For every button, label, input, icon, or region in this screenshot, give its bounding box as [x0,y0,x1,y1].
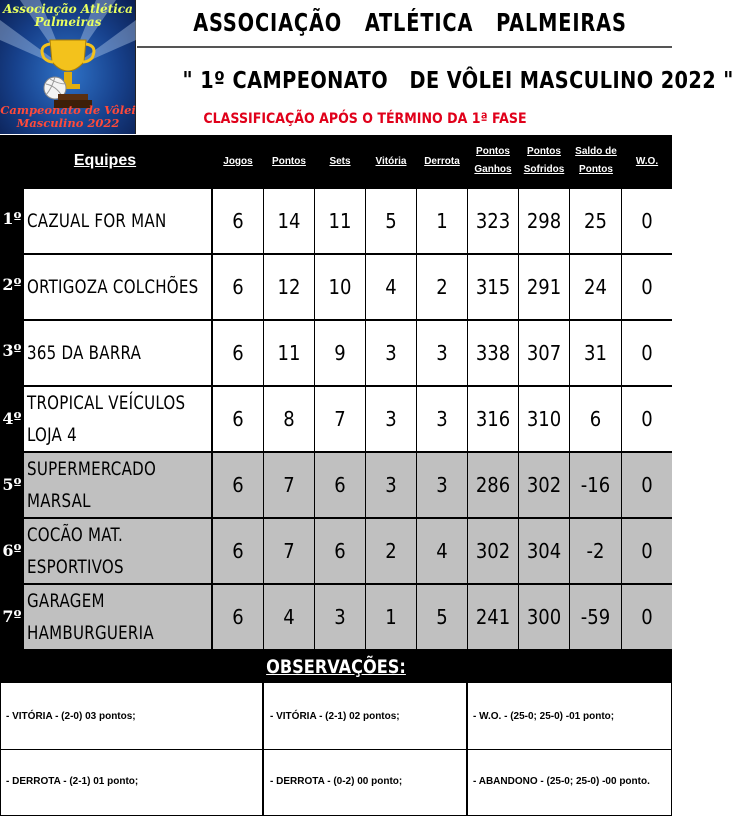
column-header-points-conceded-line2: Sofridos [523,164,565,175]
stat-balance: -2 [570,519,621,583]
classification-caption: CLASSIFICAÇÃO APÓS O TÉRMINO DA 1ª FASE [203,111,527,127]
stat-conceded: 300 [519,585,569,649]
team-name [24,453,211,517]
stat-conceded: 298 [519,189,569,253]
note-loss-2-1: - DERROTA - (2-1) 01 ponto; [6,776,139,787]
table-row [0,453,672,517]
team-name-line: ESPORTIVOS [27,556,124,578]
column-header-wins: Vitória [375,156,407,167]
column-header-points-won-line2: Ganhos [474,164,512,175]
stat-won: 323 [468,189,518,253]
logo-top-line-1: Associação Atlética [3,2,133,16]
stat-points: 7 [264,453,314,517]
stat-wo: 0 [622,189,672,253]
note-win-2-0: - VITÓRIA - (2-0) 03 pontos; [6,711,136,722]
column-header-wo: W.O. [635,156,659,167]
stat-sets: 6 [315,453,365,517]
team-name [24,387,211,451]
team-name-line: ORTIGOZA COLCHÕES [27,276,199,298]
rank-position: 3º [2,341,22,360]
grid-divider [0,749,672,750]
stat-losses: 5 [417,585,467,649]
rank-position: 1º [2,209,22,228]
team-name [24,585,211,649]
stat-sets: 3 [315,585,365,649]
stat-losses: 2 [417,255,467,319]
column-header-sets: Sets [329,156,351,167]
stat-balance: -59 [570,585,621,649]
stat-wins: 1 [366,585,416,649]
column-header-points-won-line1: Pontos [476,146,510,157]
stat-games: 6 [213,321,263,385]
logo-bottom-line-1: Campeonato de Vôlei [0,103,136,117]
note-abandon: - ABANDONO - (25-0; 25-0) -00 ponto. [473,776,650,787]
stat-wo: 0 [622,255,672,319]
table-row [0,585,672,649]
stat-points: 8 [264,387,314,451]
column-header-balance-line2: Pontos [579,164,613,175]
stat-wo: 0 [622,387,672,451]
stat-wins: 2 [366,519,416,583]
stat-won: 338 [468,321,518,385]
rank-position: 6º [2,541,22,560]
logo-top-line-2: Palmeiras [34,15,102,29]
stat-sets: 9 [315,321,365,385]
stat-sets: 7 [315,387,365,451]
column-header-balance-line1: Saldo de [575,146,617,157]
stat-balance: 31 [570,321,621,385]
stat-wo: 0 [622,453,672,517]
stat-balance: 24 [570,255,621,319]
team-name-line: GARAGEM [27,590,105,612]
stat-points: 14 [264,189,314,253]
stat-sets: 10 [315,255,365,319]
stat-points: 7 [264,519,314,583]
stat-wins: 3 [366,387,416,451]
table-row [0,387,672,451]
stat-losses: 4 [417,519,467,583]
stat-balance: 6 [570,387,621,451]
stat-games: 6 [213,519,263,583]
team-name-line: HAMBURGUERIA [27,622,154,644]
stat-points: 12 [264,255,314,319]
team-name-line: MARSAL [27,490,91,512]
table-row [0,321,672,385]
note-loss-0-2: - DERROTA - (0-2) 00 ponto; [270,776,403,787]
stat-games: 6 [213,585,263,649]
championship-subtitle: " 1º CAMPEONATO DE VÔLEI MASCULINO 2022 " [182,68,734,94]
team-name-line: TROPICAL VEÍCULOS [27,392,186,414]
note-win-2-1: - VITÓRIA - (2-1) 02 pontos; [270,711,400,722]
header-divider [137,46,672,48]
team-name-line: COCÃO MAT. [27,524,124,546]
stat-games: 6 [213,189,263,253]
stat-conceded: 291 [519,255,569,319]
page-title: ASSOCIAÇÃO ATLÉTICA PALMEIRAS [193,8,627,37]
table-row [0,255,672,319]
column-header-points-conceded-line1: Pontos [527,146,561,157]
stat-sets: 6 [315,519,365,583]
stat-losses: 3 [417,453,467,517]
stat-losses: 1 [417,189,467,253]
team-name [24,519,211,583]
table-row [0,519,672,583]
stat-wo: 0 [622,585,672,649]
stat-balance: 25 [570,189,621,253]
team-name-line: CAZUAL FOR MAN [27,210,167,232]
observations-title: OBSERVAÇÕES: [266,656,406,678]
stat-won: 315 [468,255,518,319]
column-header-team: Equipes [73,152,137,169]
stat-conceded: 302 [519,453,569,517]
stat-balance: -16 [570,453,621,517]
stat-wo: 0 [622,519,672,583]
stat-points: 11 [264,321,314,385]
team-name [24,189,211,253]
stat-losses: 3 [417,387,467,451]
stat-losses: 3 [417,321,467,385]
column-header-points: Pontos [272,156,306,167]
team-name [24,321,211,385]
stat-wins: 4 [366,255,416,319]
stat-wins: 3 [366,321,416,385]
team-name [24,255,211,319]
championship-logo [0,0,136,134]
stat-conceded: 304 [519,519,569,583]
rank-position: 2º [2,275,22,294]
team-name-line: LOJA 4 [27,424,77,446]
table-row [0,189,672,253]
team-name-line: 365 DA BARRA [27,342,142,364]
column-header-games: Jogos [223,156,253,167]
stat-wins: 5 [366,189,416,253]
stat-wins: 3 [366,453,416,517]
stat-games: 6 [213,255,263,319]
rank-position: 4º [2,409,22,428]
logo-bottom-line-2: Masculino 2022 [16,116,120,130]
rank-position: 5º [2,475,22,494]
stat-conceded: 307 [519,321,569,385]
rank-position: 7º [2,607,22,626]
team-name-line: SUPERMERCADO [27,458,157,480]
stat-won: 241 [468,585,518,649]
stat-wo: 0 [622,321,672,385]
stat-points: 4 [264,585,314,649]
column-header-losses: Derrota [424,156,460,167]
stat-games: 6 [213,387,263,451]
stat-won: 286 [468,453,518,517]
stat-conceded: 310 [519,387,569,451]
stat-won: 302 [468,519,518,583]
stat-games: 6 [213,453,263,517]
note-wo: - W.O. - (25-0; 25-0) -01 ponto; [473,711,615,722]
stat-won: 316 [468,387,518,451]
stat-sets: 11 [315,189,365,253]
